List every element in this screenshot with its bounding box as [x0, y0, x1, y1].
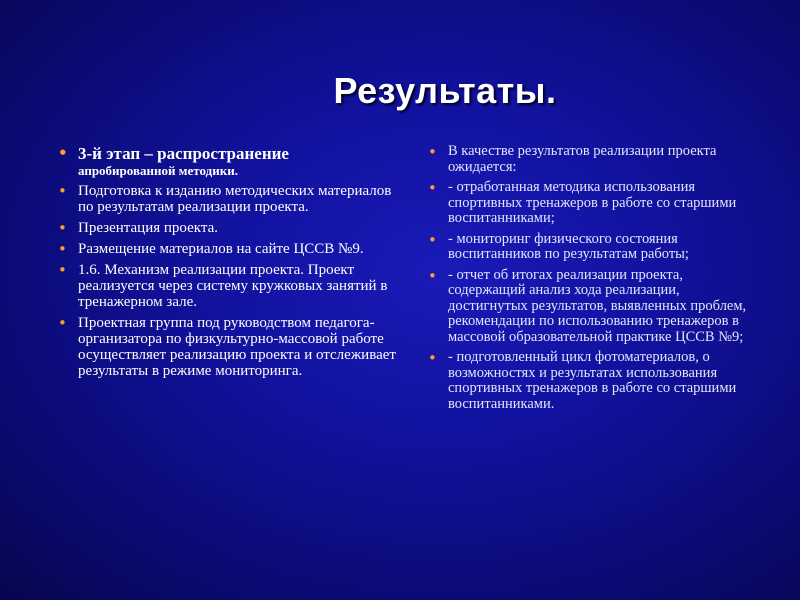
right-list-item — [428, 268, 758, 346]
right-list-item — [428, 144, 758, 175]
bullet-icon: • — [428, 143, 437, 161]
right-item-text: - мониторинг физического состояния воспитанников по результатам работы; — [448, 230, 689, 262]
bullet-icon: • — [58, 314, 67, 332]
bullet-icon: • — [428, 230, 437, 249]
stage-heading-line1: 3-й этап – распространение — [78, 144, 289, 163]
bullet-icon: • — [58, 219, 67, 237]
left-list-item — [58, 315, 398, 379]
bullet-icon: • — [58, 261, 67, 279]
left-list-item — [58, 220, 398, 236]
right-item-text: - подготовленный цикл фотоматериалов, о возможностях и результатах использования спортивных тренажеров в работе со старшими воспитанниками. — [448, 349, 737, 412]
bullet-icon: • — [58, 240, 67, 258]
left-column — [58, 144, 398, 384]
bullet-icon: • — [428, 349, 437, 367]
left-item-text: 1.6. Механизм реализации проекта. Проект реализуется через систему кружковых занятий в тренажерном зале. — [78, 262, 388, 310]
right-item-text: В качестве результатов реализации проекта ожидается: — [448, 143, 717, 175]
left-list-item — [58, 183, 398, 215]
stage-heading-line2: апробированной методики. — [78, 163, 238, 178]
stage-heading — [58, 144, 398, 178]
left-list-item — [58, 241, 398, 257]
left-item-text: Презентация проекта. — [78, 220, 218, 236]
right-list-item — [428, 232, 758, 263]
left-item-text: Размещение материалов на сайте ЦССВ №9. — [78, 241, 364, 257]
bullet-icon: • — [58, 144, 68, 162]
right-item-text: - отработанная методика использования спортивных тренажеров в работе со старшими воспитанниками; — [448, 179, 737, 226]
left-list-item — [58, 262, 398, 310]
right-column — [428, 144, 758, 417]
right-list-item — [428, 180, 758, 227]
slide-title: Результаты. — [333, 70, 557, 111]
bullet-icon: • — [58, 182, 67, 200]
right-item-text: - отчет об итогах реализации проекта, содержащий анализ хода реализации, достигнутых результатов, выявленных проблем, рекомендации по использованию тренажеров в массовой образовательной практике ЦССВ №9; — [448, 266, 747, 345]
bullet-icon: • — [428, 179, 437, 197]
left-item-text: Проектная группа под руководством педагога-организатора по физкультурно-массовой работе осуществляет реализацию проекта и отслеживает результаты в режиме мониторинга. — [78, 315, 396, 379]
left-item-text: Подготовка к изданию методических материалов по результатам реализации проекта. — [78, 183, 392, 215]
bullet-icon: • — [428, 266, 437, 285]
right-list-item — [428, 350, 758, 412]
